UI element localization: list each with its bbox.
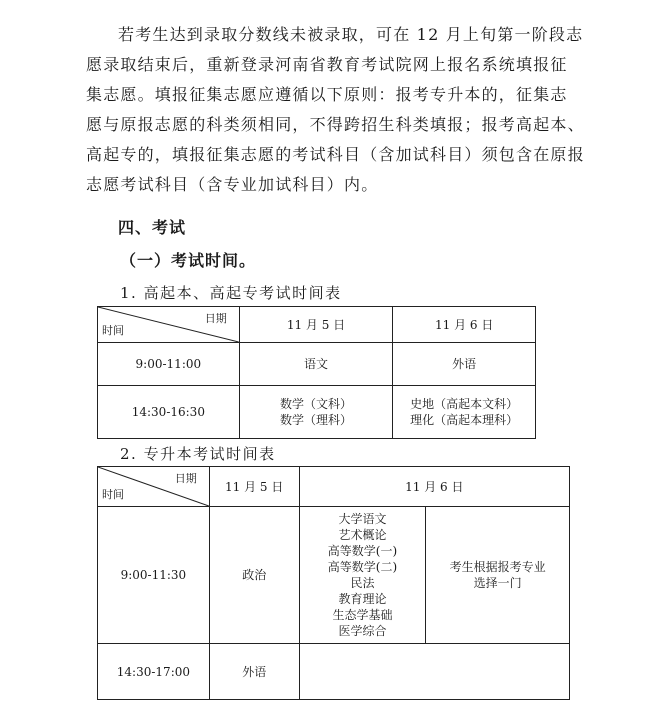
date-corner-label: 日期 [204, 312, 227, 325]
exam-schedule-table-2 [97, 466, 570, 700]
subsection-heading: （一）考试时间。 [120, 251, 257, 270]
time-corner-label: 时间 [102, 488, 124, 501]
subject-line: 数学（文科） [280, 397, 353, 411]
table-row [98, 386, 536, 439]
time-corner-label: 时间 [102, 324, 124, 337]
subject-line: 生态学基础 [332, 608, 393, 622]
paragraph-line: 志愿考试科目（含专业加试科目）内。 [86, 175, 379, 194]
subject-line: 史地（高起本文科） [410, 397, 519, 411]
subject-list-cell [299, 507, 426, 644]
note-line: 选择一门 [473, 576, 522, 590]
date-header: 11 月 5 日 [209, 467, 299, 507]
paragraph-line: 集志愿。填报征集志愿应遵循以下原则：报考专升本的，征集志 [86, 85, 568, 104]
subject-line: 教育理论 [338, 592, 387, 606]
subject-line: 理化（高起本理科） [410, 413, 519, 427]
date-corner-label: 日期 [174, 472, 197, 485]
table-row [98, 644, 570, 700]
table-row [98, 343, 536, 386]
time-cell: 14:30-17:00 [98, 644, 210, 700]
subject-line: 高等数学(二) [327, 560, 398, 574]
body-paragraph [86, 20, 586, 200]
exam-schedule-table-1 [97, 306, 536, 439]
paragraph-line: 愿与原报志愿的科类须相同，不得跨招生科类填报；报考高起本、 [86, 115, 585, 134]
time-cell: 9:00-11:30 [98, 507, 210, 644]
subject-cell: 政治 [209, 507, 299, 644]
subject-line: 民法 [350, 576, 375, 590]
subject-cell [239, 386, 393, 439]
diagonal-header-cell [98, 307, 240, 343]
table-header-row [98, 467, 570, 507]
diagonal-header-cell [98, 467, 210, 507]
subject-cell: 外语 [393, 343, 536, 386]
subject-line: 医学综合 [338, 624, 387, 638]
subject-line: 艺术概论 [338, 528, 387, 542]
table1-caption: 1. 高起本、高起专考试时间表 [120, 284, 342, 302]
date-header: 11 月 5 日 [239, 307, 393, 343]
table2-caption: 2. 专升本考试时间表 [120, 445, 276, 463]
subject-line: 数学（理科） [280, 413, 353, 427]
time-cell: 9:00-11:00 [98, 343, 240, 386]
subject-cell: 语文 [239, 343, 393, 386]
subject-line: 高等数学(一) [327, 544, 398, 558]
paragraph-line: 高起专的，填报征集志愿的考试科目（含加试科目）须包含在原报 [86, 145, 585, 164]
time-cell: 14:30-16:30 [98, 386, 240, 439]
section-heading: 四、考试 [118, 218, 187, 237]
subject-line: 大学语文 [338, 512, 387, 526]
subject-cell: 外语 [209, 644, 299, 700]
date-header: 11 月 6 日 [393, 307, 536, 343]
table-header-row [98, 307, 536, 343]
note-line: 考生根据报考专业 [449, 560, 546, 574]
note-cell [426, 507, 570, 644]
subject-cell [393, 386, 536, 439]
empty-cell [299, 644, 569, 700]
paragraph-line: 愿录取结束后，重新登录河南省教育考试院网上报名系统填报征 [86, 55, 568, 74]
date-header: 11 月 6 日 [299, 467, 569, 507]
table-row [98, 507, 570, 644]
paragraph-line: 若考生达到录取分数线未被录取，可在 12 月上旬第一阶段志 [118, 25, 584, 44]
